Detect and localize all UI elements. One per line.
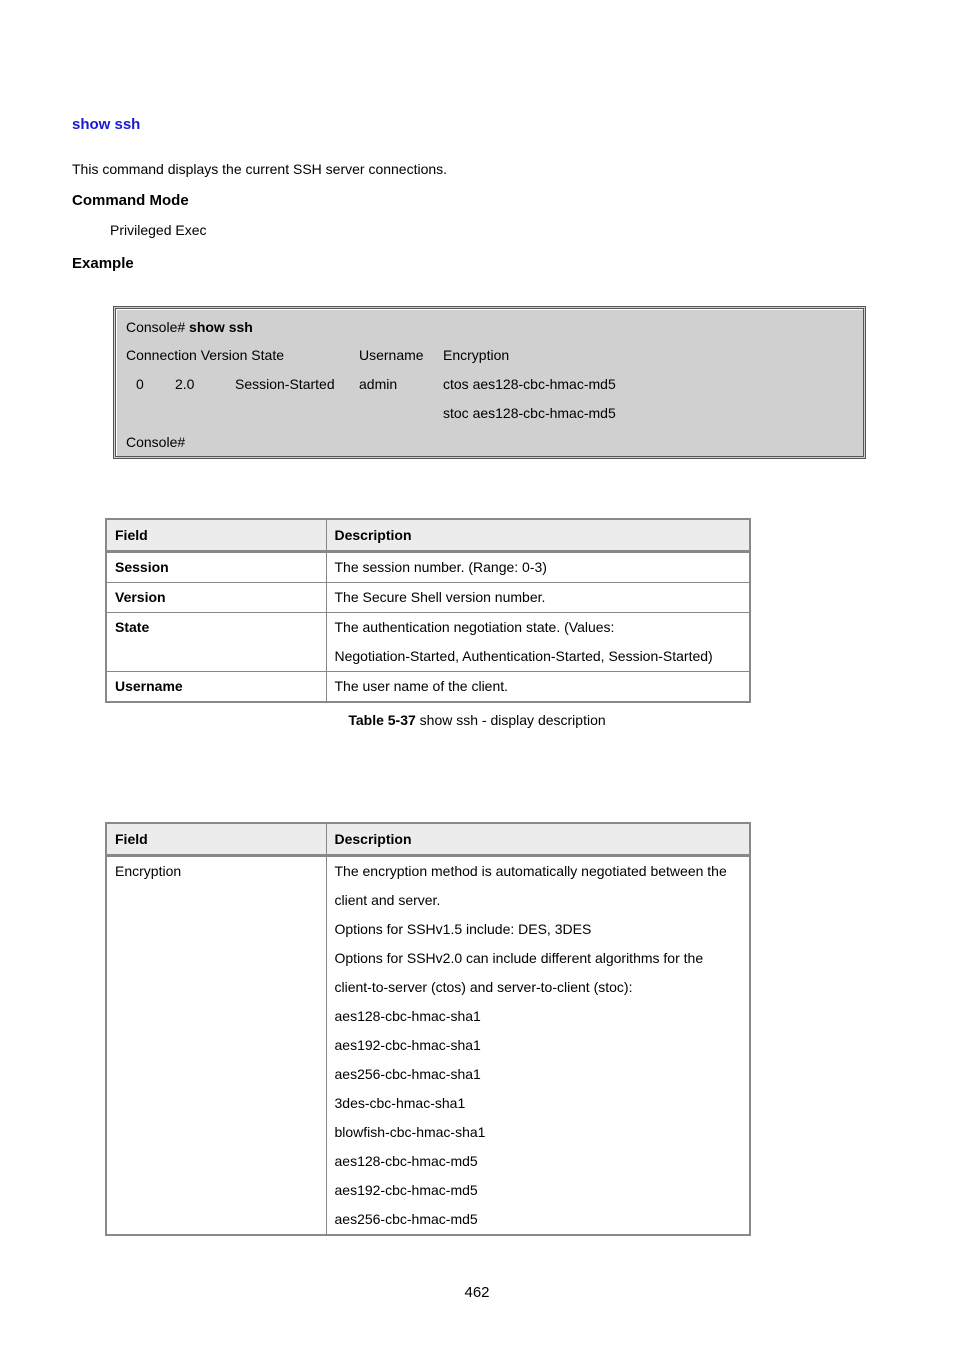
row-connection: 0: [136, 376, 144, 392]
field-cell: Encryption: [106, 856, 326, 1236]
table-row: [106, 552, 750, 583]
header-encryption: Encryption: [443, 347, 510, 363]
description-cell: [326, 613, 750, 672]
header-connection-version-state: Connection Version State: [126, 347, 284, 363]
description-line: The authentication negotiation state. (Values:: [334, 619, 615, 635]
description-line: Options for SSHv1.5 include: DES, 3DES: [334, 921, 592, 937]
section-title: show ssh: [72, 116, 141, 133]
command-mode-value: Privileged Exec: [110, 222, 207, 238]
description-cell: The session number. (Range: 0-3): [326, 552, 750, 583]
console-prompt: Console#: [126, 319, 186, 335]
row-state: Session-Started: [235, 376, 335, 392]
page-number: 462: [464, 1284, 490, 1301]
description-cell: [326, 856, 750, 1236]
console-command-line: [126, 319, 253, 335]
description-line: aes256-cbc-hmac-sha1: [334, 1066, 481, 1082]
row-version: 2.0: [175, 376, 195, 392]
description-line: client and server.: [334, 892, 441, 908]
field-cell: State: [106, 613, 326, 672]
field-cell: Username: [106, 672, 326, 703]
description-line: blowfish-cbc-hmac-sha1: [334, 1124, 486, 1140]
description-line: aes256-cbc-hmac-md5: [334, 1211, 478, 1227]
console-header-line: [126, 347, 284, 363]
table-header-description: Description: [326, 823, 750, 856]
intro-text: This command displays the current SSH server connections.: [72, 161, 448, 177]
display-description-table: [105, 518, 751, 703]
table-row: [106, 613, 750, 672]
description-line: Options for SSHv2.0 can include different algorithms for the: [334, 950, 704, 966]
caption-label: Table 5-37: [348, 712, 416, 728]
table-header-field: Field: [106, 519, 326, 552]
table-header-description: Description: [326, 519, 750, 552]
encryption-description-table: [105, 822, 751, 1236]
field-cell: Version: [106, 583, 326, 613]
console-prompt-end: Console#: [126, 434, 186, 450]
row-encryption-ctos: ctos aes128-cbc-hmac-md5: [443, 376, 616, 392]
table-caption: [0, 712, 954, 728]
table-row: [106, 856, 750, 1236]
table-header-field: Field: [106, 823, 326, 856]
description-line: aes128-cbc-hmac-sha1: [334, 1008, 481, 1024]
description-line: client-to-server (ctos) and server-to-client (stoc):: [334, 979, 633, 995]
caption-text: show ssh - display description: [415, 712, 606, 728]
description-line: aes128-cbc-hmac-md5: [334, 1153, 478, 1169]
description-line: aes192-cbc-hmac-sha1: [334, 1037, 481, 1053]
table-row: [106, 672, 750, 703]
description-line: aes192-cbc-hmac-md5: [334, 1182, 478, 1198]
field-cell: Session: [106, 552, 326, 583]
description-line: 3des-cbc-hmac-sha1: [334, 1095, 466, 1111]
console-example: [113, 306, 866, 459]
table-row: [106, 583, 750, 613]
description-cell: The user name of the client.: [326, 672, 750, 703]
row-encryption-stoc: stoc aes128-cbc-hmac-md5: [443, 405, 616, 421]
header-username: Username: [359, 347, 424, 363]
description-line: The encryption method is automatically negotiated between the: [334, 863, 727, 879]
command-mode-heading: Command Mode: [72, 192, 189, 209]
console-command: show ssh: [189, 319, 253, 335]
example-heading: Example: [72, 255, 134, 272]
description-line: Negotiation-Started, Authentication-Started, Session-Started): [334, 648, 713, 664]
description-cell: The Secure Shell version number.: [326, 583, 750, 613]
row-username: admin: [359, 376, 398, 392]
